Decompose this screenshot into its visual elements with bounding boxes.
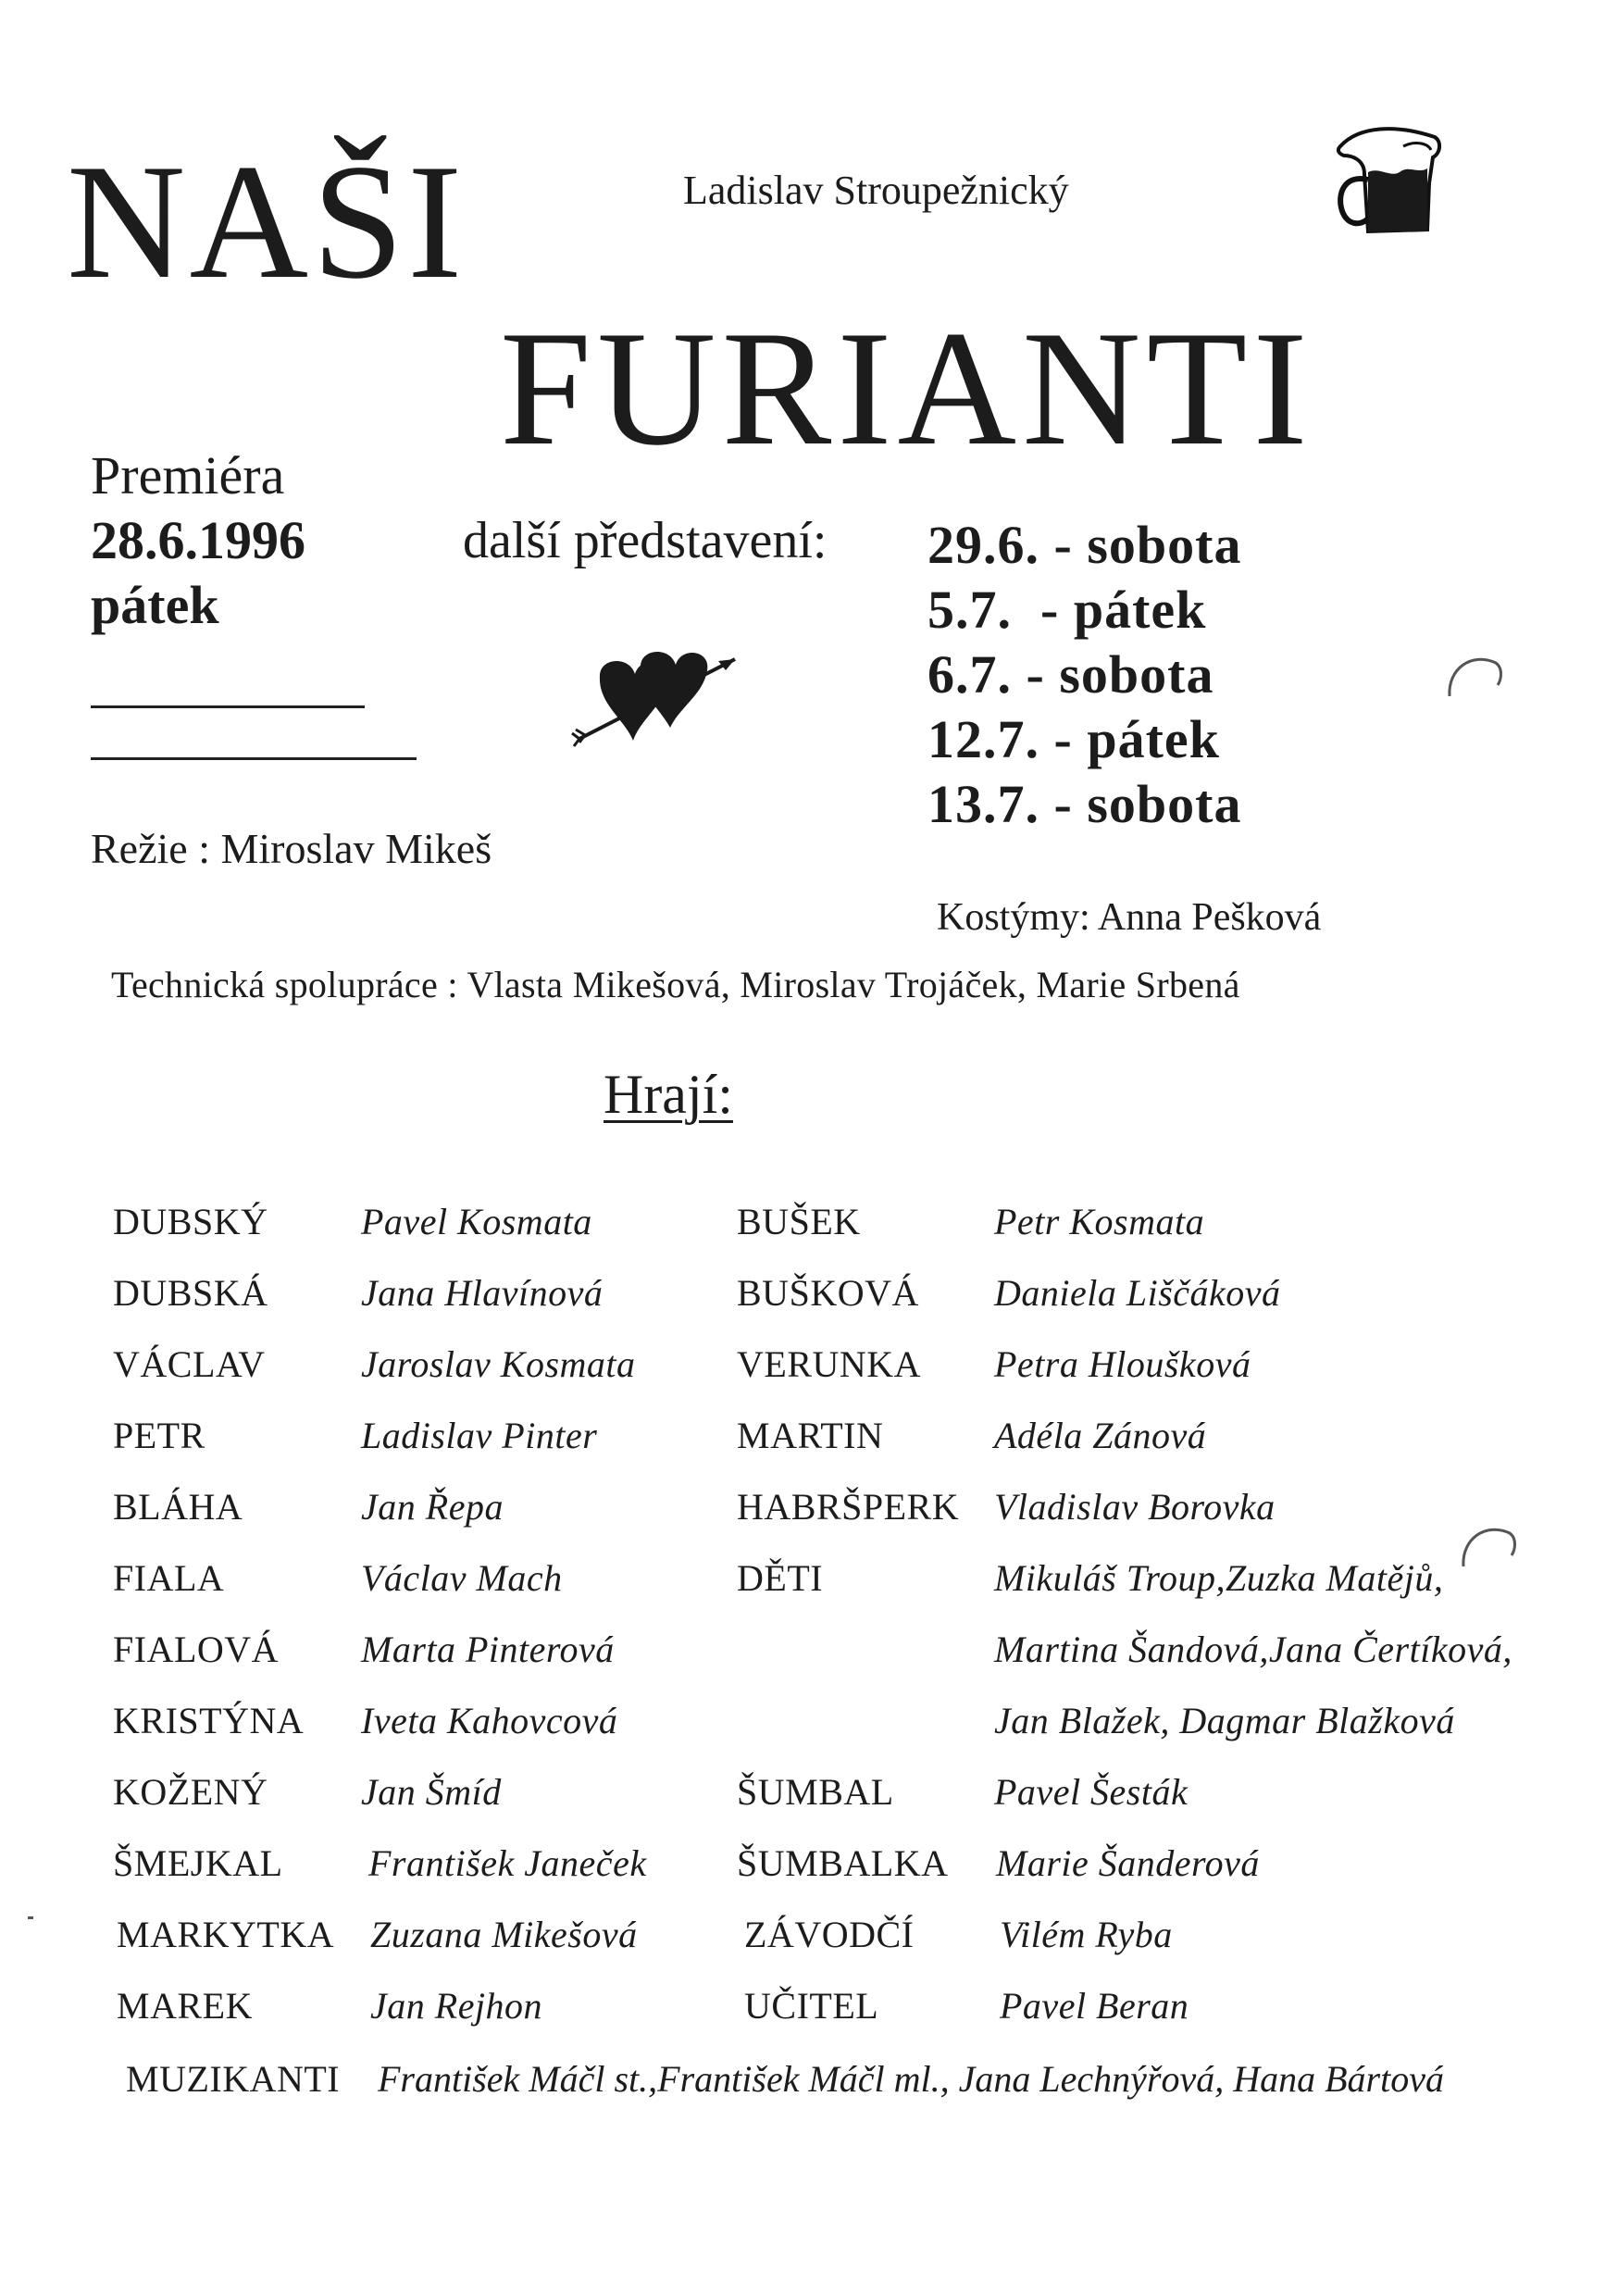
cast-actor: Martina Šandová,Jana Čertíková, [994,1628,1512,1670]
cast-heading: Hrají: [604,1064,733,1125]
cast-actor: Jaroslav Kosmata [361,1343,636,1385]
performance-date: 13.7. - sobota [927,774,1242,834]
cast-actor: Pavel Beran [1000,1985,1189,2027]
cast-role: FIALOVÁ [113,1628,280,1670]
cast-actor: Iveta Kahovcová [361,1700,618,1741]
cast-role: DUBSKÝ [113,1201,268,1242]
cast-role: VERUNKA [737,1343,922,1385]
cast-role: BUŠKOVÁ [737,1272,919,1314]
cast-actor: Jan Šmíd [361,1771,502,1813]
stray-dot [28,1916,33,1919]
cast-actor: Mikuláš Troup,Zuzka Matějů, [994,1557,1444,1599]
cast-actor: Pavel Kosmata [361,1201,592,1242]
cast-role: KOŽENÝ [113,1771,268,1813]
cast-role: FIALA [113,1557,225,1599]
punch-hole-mark [1444,648,1509,708]
cast-actor: Václav Mach [361,1557,563,1599]
cast-role: PETR [113,1415,205,1456]
cast-role: UČITEL [744,1985,879,2027]
hearts-arrow-icon [563,639,748,764]
technical-credit: Technická spolupráce : Vlasta Mikešová, Miroslav Trojáček, Marie Srbená [111,964,1240,1005]
premiere-date: 28.6.1996 [91,510,305,570]
cast-role: MAREK [117,1985,253,2027]
performance-dates [927,513,1241,837]
premiere-day: pátek [91,575,219,635]
cast-actor: Jan Rejhon [370,1985,543,2027]
cast-actor: Daniela Liščáková [994,1272,1281,1314]
cast-role: VÁCLAV [113,1343,266,1385]
cast-actor: František Janeček [368,1842,647,1884]
cast-actor: Jan Blažek, Dagmar Blažková [994,1700,1455,1741]
cast-role: ŠMEJKAL [113,1842,283,1884]
costumes-credit: Kostýmy: Anna Pešková [937,896,1322,939]
punch-hole-mark [1458,1518,1523,1578]
cast-actor: Petra Hloušková [994,1343,1251,1385]
blank-line [91,757,417,760]
cast-actor: Zuzana Mikešová [370,1914,638,1955]
title-line-1: NAŠI [67,130,467,313]
cast-role: DUBSKÁ [113,1272,268,1314]
blank-line [91,705,365,708]
cast-role: BLÁHA [113,1486,243,1528]
performance-date: 12.7. - pátek [927,709,1220,769]
cast-role: DĚTI [737,1557,824,1599]
beer-mug-icon [1331,119,1461,253]
performance-date: 5.7. - pátek [927,580,1207,640]
musicians-actors: František Máčl st.,František Máčl ml., Jana Lechnýřová, Hana Bártová [378,2058,1444,2100]
cast-role: ŠUMBALKA [737,1842,949,1884]
cast-actor: Adéla Zánová [994,1415,1207,1456]
performance-date: 6.7. - sobota [927,644,1214,705]
premiere-label: Premiéra [91,445,285,505]
direction-credit: Režie : Miroslav Mikeš [91,825,492,872]
cast-actor: Marie Šanderová [996,1842,1260,1884]
cast-role: HABRŠPERK [737,1486,960,1528]
title-line-2: FURIANTI [500,296,1313,480]
cast-role: ŠUMBAL [737,1771,894,1813]
cast-actor: Marta Pinterová [361,1628,615,1670]
cast-actor: Jana Hlavínová [361,1272,604,1314]
cast-role: KRISTÝNA [113,1700,305,1741]
cast-actor: Pavel Šesták [994,1771,1189,1813]
cast-role: BUŠEK [737,1201,861,1242]
performance-date: 29.6. - sobota [927,515,1242,575]
cast-actor: Ladislav Pinter [361,1415,598,1456]
cast-role: MARTIN [737,1415,884,1456]
cast-role: MARKYTKA [117,1914,335,1955]
musicians-role: MUZIKANTI [126,2058,341,2100]
author: Ladislav Stroupežnický [683,168,1069,213]
cast-actor: Jan Řepa [361,1486,504,1528]
cast-actor: Vilém Ryba [1000,1914,1173,1955]
cast-actor: Vladislav Borovka [994,1486,1276,1528]
next-performances-label: další představení: [463,512,828,569]
cast-actor: Petr Kosmata [994,1201,1205,1242]
cast-role: ZÁVODČÍ [744,1914,915,1955]
